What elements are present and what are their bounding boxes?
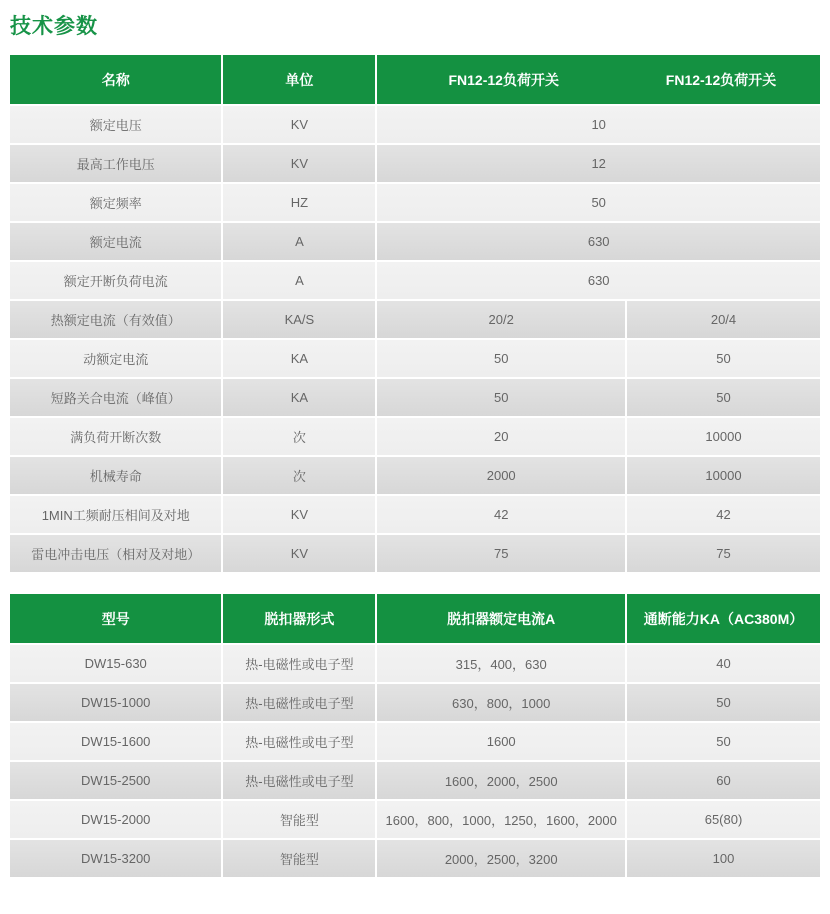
value-cell: 50: [627, 340, 820, 377]
param-name-cell: 1MIN工频耐压相间及对地: [10, 496, 221, 533]
value-cell: 50: [377, 184, 820, 221]
table-row: [10, 106, 820, 143]
model-cell: DW15-630: [10, 645, 221, 682]
value-cell: 50: [377, 379, 625, 416]
unit-cell: KV: [223, 145, 375, 182]
unit-cell: A: [223, 223, 375, 260]
unit-cell: KV: [223, 496, 375, 533]
table-row: [10, 762, 820, 799]
model-cell: DW15-3200: [10, 840, 221, 877]
unit-cell: KV: [223, 106, 375, 143]
table-row: [10, 684, 820, 721]
model-cell: DW15-1000: [10, 684, 221, 721]
value-cell: 50: [627, 379, 820, 416]
table-row: [10, 645, 820, 682]
rated-current-cell: 1600，2000，2500: [377, 762, 625, 799]
capacity-cell: 100: [627, 840, 820, 877]
header-fn12-group: [377, 55, 820, 104]
param-name-cell: 热额定电流（有效值）: [10, 301, 221, 338]
header-breaking-capacity: 通断能力KA（AC380M）: [627, 594, 820, 643]
rated-current-cell: 1600: [377, 723, 625, 760]
value-cell: 10000: [627, 457, 820, 494]
table-row: [10, 379, 820, 416]
value-cell: 2000: [377, 457, 625, 494]
rated-current-cell: 1600，800，1000，1250，1600，2000: [377, 801, 625, 838]
header-trip-type: 脱扣器形式: [223, 594, 375, 643]
trip-type-cell: 智能型: [223, 801, 375, 838]
rated-current-cell: 630，800，1000: [377, 684, 625, 721]
unit-cell: KA/S: [223, 301, 375, 338]
value-cell: 75: [377, 535, 625, 572]
param-name-cell: 额定电流: [10, 223, 221, 260]
header-unit: 单位: [223, 55, 375, 104]
table-row: [10, 184, 820, 221]
table-row: [10, 340, 820, 377]
trip-type-cell: 热-电磁性或电子型: [223, 645, 375, 682]
model-cell: DW15-2000: [10, 801, 221, 838]
value-cell: 20/2: [377, 301, 625, 338]
table-row: [10, 840, 820, 877]
capacity-cell: 50: [627, 684, 820, 721]
header-name: 名称: [10, 55, 221, 104]
param-name-cell: 机械寿命: [10, 457, 221, 494]
table-header-row: [10, 594, 820, 643]
value-cell: 42: [627, 496, 820, 533]
capacity-cell: 65(80): [627, 801, 820, 838]
unit-cell: HZ: [223, 184, 375, 221]
param-name-cell: 雷电冲击电压（相对及对地）: [10, 535, 221, 572]
capacity-cell: 60: [627, 762, 820, 799]
table-row: [10, 496, 820, 533]
value-cell: 10: [377, 106, 820, 143]
param-name-cell: 满负荷开断次数: [10, 418, 221, 455]
unit-cell: A: [223, 262, 375, 299]
technical-parameters-table: [8, 53, 822, 574]
param-name-cell: 最高工作电压: [10, 145, 221, 182]
param-name-cell: 额定电压: [10, 106, 221, 143]
capacity-cell: 40: [627, 645, 820, 682]
table-row: [10, 223, 820, 260]
value-cell: 50: [377, 340, 625, 377]
trip-type-cell: 热-电磁性或电子型: [223, 684, 375, 721]
table-spacer: [8, 574, 822, 592]
trip-type-cell: 智能型: [223, 840, 375, 877]
unit-cell: 次: [223, 418, 375, 455]
param-name-cell: 额定频率: [10, 184, 221, 221]
unit-cell: KA: [223, 379, 375, 416]
table-row: [10, 262, 820, 299]
table-row: [10, 418, 820, 455]
value-cell: 630: [377, 223, 820, 260]
header-rated-current: 脱扣器额定电流A: [377, 594, 625, 643]
unit-cell: KV: [223, 535, 375, 572]
header-model: 型号: [10, 594, 221, 643]
param-name-cell: 动额定电流: [10, 340, 221, 377]
rated-current-cell: 2000，2500，3200: [377, 840, 625, 877]
header-fn12-col2: FN12-12负荷开关: [665, 71, 777, 88]
unit-cell: 次: [223, 457, 375, 494]
value-cell: 42: [377, 496, 625, 533]
trip-type-cell: 热-电磁性或电子型: [223, 762, 375, 799]
trip-type-cell: 热-电磁性或电子型: [223, 723, 375, 760]
page-title: 技术参数: [10, 15, 98, 38]
table-row: [10, 457, 820, 494]
header-fn12-col1: FN12-12负荷开关: [448, 71, 559, 88]
table-row: [10, 801, 820, 838]
value-cell: 10000: [627, 418, 820, 455]
unit-cell: KA: [223, 340, 375, 377]
capacity-cell: 50: [627, 723, 820, 760]
rated-current-cell: 315，400，630: [377, 645, 625, 682]
table-header-row: [10, 55, 820, 104]
param-name-cell: 短路关合电流（峰值）: [10, 379, 221, 416]
table-row: [10, 301, 820, 338]
table-row: [10, 145, 820, 182]
model-cell: DW15-2500: [10, 762, 221, 799]
model-selection-table: [8, 592, 822, 879]
table-row: [10, 535, 820, 572]
value-cell: 20/4: [627, 301, 820, 338]
value-cell: 20: [377, 418, 625, 455]
value-cell: 75: [627, 535, 820, 572]
value-cell: 630: [377, 262, 820, 299]
table-row: [10, 723, 820, 760]
value-cell: 12: [377, 145, 820, 182]
model-cell: DW15-1600: [10, 723, 221, 760]
param-name-cell: 额定开断负荷电流: [10, 262, 221, 299]
